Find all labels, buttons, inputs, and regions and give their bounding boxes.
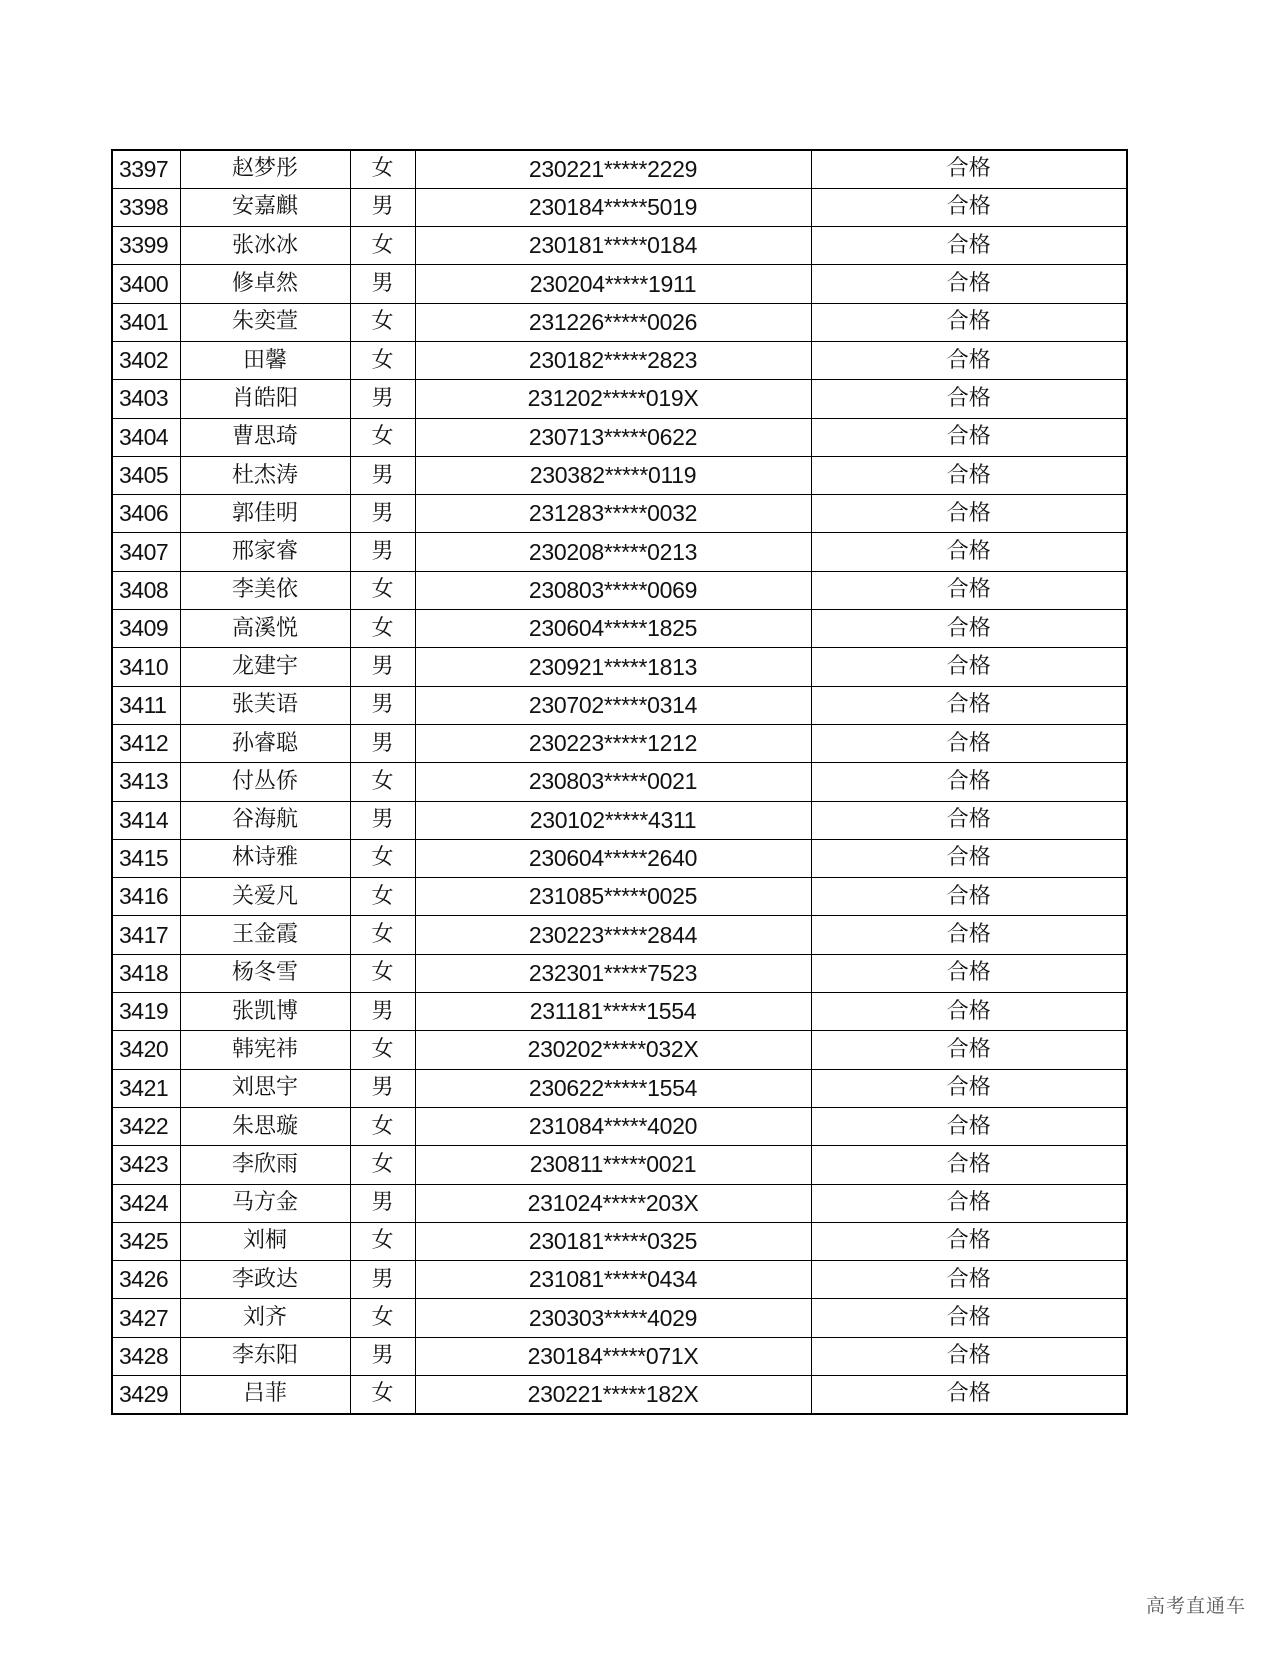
id-number: 231024*****203X — [415, 1184, 811, 1222]
row-number: 3428 — [112, 1337, 180, 1375]
candidate-sex: 男 — [350, 648, 415, 686]
result-status: 合格 — [811, 1069, 1127, 1107]
candidate-name: 张凯博 — [180, 993, 350, 1031]
table-row — [112, 1107, 1127, 1145]
results-table-body — [112, 150, 1127, 1414]
row-number: 3416 — [112, 878, 180, 916]
result-status: 合格 — [811, 878, 1127, 916]
candidate-name: 朱奕萱 — [180, 303, 350, 341]
table-row — [112, 188, 1127, 226]
row-number: 3414 — [112, 801, 180, 839]
result-status: 合格 — [811, 1031, 1127, 1069]
result-status: 合格 — [811, 456, 1127, 494]
result-status: 合格 — [811, 303, 1127, 341]
table-row — [112, 839, 1127, 877]
row-number: 3398 — [112, 188, 180, 226]
candidate-sex: 男 — [350, 1261, 415, 1299]
table-row — [112, 303, 1127, 341]
table-row — [112, 456, 1127, 494]
row-number: 3402 — [112, 341, 180, 379]
id-number: 230382*****0119 — [415, 456, 811, 494]
id-number: 230622*****1554 — [415, 1069, 811, 1107]
candidate-name: 李美依 — [180, 571, 350, 609]
row-number: 3405 — [112, 456, 180, 494]
id-number: 230811*****0021 — [415, 1146, 811, 1184]
candidate-name: 高溪悦 — [180, 610, 350, 648]
candidate-name: 邢家睿 — [180, 533, 350, 571]
result-status: 合格 — [811, 380, 1127, 418]
id-number: 231084*****4020 — [415, 1107, 811, 1145]
table-row — [112, 1299, 1127, 1337]
candidate-name: 谷海航 — [180, 801, 350, 839]
row-number: 3412 — [112, 724, 180, 762]
row-number: 3421 — [112, 1069, 180, 1107]
watermark: 高考直通车 — [1145, 1595, 1246, 1617]
candidate-name: 吕菲 — [180, 1376, 350, 1414]
row-number: 3413 — [112, 763, 180, 801]
id-number: 230202*****032X — [415, 1031, 811, 1069]
candidate-name: 安嘉麒 — [180, 188, 350, 226]
candidate-sex: 男 — [350, 993, 415, 1031]
id-number: 230221*****182X — [415, 1376, 811, 1414]
table-row — [112, 150, 1127, 188]
row-number: 3424 — [112, 1184, 180, 1222]
candidate-sex: 男 — [350, 495, 415, 533]
id-number: 230182*****2823 — [415, 341, 811, 379]
row-number: 3400 — [112, 265, 180, 303]
candidate-sex: 女 — [350, 1376, 415, 1414]
row-number: 3401 — [112, 303, 180, 341]
row-number: 3418 — [112, 954, 180, 992]
candidate-name: 张芙语 — [180, 686, 350, 724]
candidate-name: 肖皓阳 — [180, 380, 350, 418]
result-status: 合格 — [811, 265, 1127, 303]
candidate-sex: 女 — [350, 916, 415, 954]
row-number: 3429 — [112, 1376, 180, 1414]
candidate-sex: 男 — [350, 801, 415, 839]
result-status: 合格 — [811, 533, 1127, 571]
row-number: 3427 — [112, 1299, 180, 1337]
id-number: 230604*****1825 — [415, 610, 811, 648]
id-number: 230713*****0622 — [415, 418, 811, 456]
result-status: 合格 — [811, 1337, 1127, 1375]
row-number: 3415 — [112, 839, 180, 877]
result-status: 合格 — [811, 1107, 1127, 1145]
candidate-name: 刘桐 — [180, 1222, 350, 1260]
id-number: 232301*****7523 — [415, 954, 811, 992]
id-number: 230702*****0314 — [415, 686, 811, 724]
table-row — [112, 648, 1127, 686]
result-status: 合格 — [811, 648, 1127, 686]
row-number: 3423 — [112, 1146, 180, 1184]
candidate-sex: 男 — [350, 1184, 415, 1222]
row-number: 3397 — [112, 150, 180, 188]
candidate-name: 韩宪祎 — [180, 1031, 350, 1069]
candidate-name: 龙建宇 — [180, 648, 350, 686]
candidate-sex: 女 — [350, 571, 415, 609]
id-number: 230184*****071X — [415, 1337, 811, 1375]
table-row — [112, 495, 1127, 533]
row-number: 3408 — [112, 571, 180, 609]
candidate-name: 田馨 — [180, 341, 350, 379]
id-number: 230181*****0325 — [415, 1222, 811, 1260]
result-status: 合格 — [811, 801, 1127, 839]
candidate-sex: 女 — [350, 610, 415, 648]
candidate-name: 李政达 — [180, 1261, 350, 1299]
table-row — [112, 954, 1127, 992]
id-number: 231085*****0025 — [415, 878, 811, 916]
row-number: 3411 — [112, 686, 180, 724]
id-number: 230102*****4311 — [415, 801, 811, 839]
id-number: 230208*****0213 — [415, 533, 811, 571]
result-status: 合格 — [811, 1261, 1127, 1299]
id-number: 231081*****0434 — [415, 1261, 811, 1299]
row-number: 3419 — [112, 993, 180, 1031]
candidate-name: 李东阳 — [180, 1337, 350, 1375]
candidate-sex: 女 — [350, 1299, 415, 1337]
result-status: 合格 — [811, 1184, 1127, 1222]
candidate-name: 曹思琦 — [180, 418, 350, 456]
candidate-sex: 女 — [350, 1146, 415, 1184]
candidate-name: 刘思宇 — [180, 1069, 350, 1107]
row-number: 3417 — [112, 916, 180, 954]
candidate-sex: 女 — [350, 1107, 415, 1145]
candidate-name: 朱思璇 — [180, 1107, 350, 1145]
result-status: 合格 — [811, 495, 1127, 533]
candidate-sex: 男 — [350, 265, 415, 303]
row-number: 3406 — [112, 495, 180, 533]
table-row — [112, 686, 1127, 724]
candidate-sex: 男 — [350, 533, 415, 571]
table-row — [112, 1337, 1127, 1375]
table-row — [112, 610, 1127, 648]
candidate-name: 修卓然 — [180, 265, 350, 303]
result-status: 合格 — [811, 1376, 1127, 1414]
table-row — [112, 1376, 1127, 1414]
table-row — [112, 418, 1127, 456]
candidate-sex: 男 — [350, 1069, 415, 1107]
candidate-sex: 女 — [350, 418, 415, 456]
id-number: 230184*****5019 — [415, 188, 811, 226]
candidate-name: 杜杰涛 — [180, 456, 350, 494]
row-number: 3410 — [112, 648, 180, 686]
candidate-sex: 女 — [350, 878, 415, 916]
candidate-sex: 女 — [350, 227, 415, 265]
candidate-sex: 男 — [350, 724, 415, 762]
table-row — [112, 916, 1127, 954]
candidate-name: 关爱凡 — [180, 878, 350, 916]
candidate-sex: 女 — [350, 763, 415, 801]
result-status: 合格 — [811, 1299, 1127, 1337]
id-number: 230604*****2640 — [415, 839, 811, 877]
row-number: 3407 — [112, 533, 180, 571]
result-status: 合格 — [811, 1146, 1127, 1184]
result-status: 合格 — [811, 993, 1127, 1031]
result-status: 合格 — [811, 418, 1127, 456]
table-row — [112, 993, 1127, 1031]
id-number: 231226*****0026 — [415, 303, 811, 341]
id-number: 230803*****0021 — [415, 763, 811, 801]
table-row — [112, 1146, 1127, 1184]
result-status: 合格 — [811, 610, 1127, 648]
table-row — [112, 878, 1127, 916]
row-number: 3420 — [112, 1031, 180, 1069]
candidate-sex: 女 — [350, 303, 415, 341]
table-row — [112, 533, 1127, 571]
result-status: 合格 — [811, 686, 1127, 724]
id-number: 230303*****4029 — [415, 1299, 811, 1337]
result-status: 合格 — [811, 763, 1127, 801]
table-row — [112, 380, 1127, 418]
id-number: 231181*****1554 — [415, 993, 811, 1031]
table-row — [112, 1069, 1127, 1107]
candidate-name: 赵梦彤 — [180, 150, 350, 188]
id-number: 230803*****0069 — [415, 571, 811, 609]
table-row — [112, 801, 1127, 839]
row-number: 3403 — [112, 380, 180, 418]
id-number: 231202*****019X — [415, 380, 811, 418]
row-number: 3425 — [112, 1222, 180, 1260]
table-row — [112, 341, 1127, 379]
table-row — [112, 1261, 1127, 1299]
candidate-name: 张冰冰 — [180, 227, 350, 265]
candidate-sex: 女 — [350, 1222, 415, 1260]
id-number: 230223*****2844 — [415, 916, 811, 954]
candidate-sex: 女 — [350, 1031, 415, 1069]
table-row — [112, 763, 1127, 801]
table-row — [112, 571, 1127, 609]
row-number: 3399 — [112, 227, 180, 265]
candidate-name: 付丛侨 — [180, 763, 350, 801]
candidate-name: 孙睿聪 — [180, 724, 350, 762]
candidate-name: 刘齐 — [180, 1299, 350, 1337]
candidate-sex: 男 — [350, 456, 415, 494]
results-table — [111, 149, 1128, 1415]
table-row — [112, 1184, 1127, 1222]
result-status: 合格 — [811, 227, 1127, 265]
candidate-name: 李欣雨 — [180, 1146, 350, 1184]
id-number: 230223*****1212 — [415, 724, 811, 762]
id-number: 230204*****1911 — [415, 265, 811, 303]
candidate-sex: 男 — [350, 380, 415, 418]
candidate-name: 杨冬雪 — [180, 954, 350, 992]
candidate-name: 林诗雅 — [180, 839, 350, 877]
candidate-sex: 男 — [350, 686, 415, 724]
result-status: 合格 — [811, 188, 1127, 226]
id-number: 231283*****0032 — [415, 495, 811, 533]
candidate-sex: 男 — [350, 188, 415, 226]
candidate-sex: 女 — [350, 954, 415, 992]
row-number: 3422 — [112, 1107, 180, 1145]
candidate-name: 郭佳明 — [180, 495, 350, 533]
id-number: 230181*****0184 — [415, 227, 811, 265]
candidate-name: 马方金 — [180, 1184, 350, 1222]
result-status: 合格 — [811, 954, 1127, 992]
result-status: 合格 — [811, 916, 1127, 954]
candidate-sex: 男 — [350, 1337, 415, 1375]
result-status: 合格 — [811, 724, 1127, 762]
table-row — [112, 724, 1127, 762]
id-number: 230221*****2229 — [415, 150, 811, 188]
result-status: 合格 — [811, 341, 1127, 379]
table-row — [112, 1222, 1127, 1260]
result-status: 合格 — [811, 839, 1127, 877]
row-number: 3426 — [112, 1261, 180, 1299]
result-status: 合格 — [811, 1222, 1127, 1260]
row-number: 3404 — [112, 418, 180, 456]
result-status: 合格 — [811, 150, 1127, 188]
table-row — [112, 227, 1127, 265]
table-row — [112, 265, 1127, 303]
table-row — [112, 1031, 1127, 1069]
candidate-sex: 女 — [350, 341, 415, 379]
candidate-sex: 女 — [350, 150, 415, 188]
row-number: 3409 — [112, 610, 180, 648]
candidate-sex: 女 — [350, 839, 415, 877]
id-number: 230921*****1813 — [415, 648, 811, 686]
result-status: 合格 — [811, 571, 1127, 609]
candidate-name: 王金霞 — [180, 916, 350, 954]
